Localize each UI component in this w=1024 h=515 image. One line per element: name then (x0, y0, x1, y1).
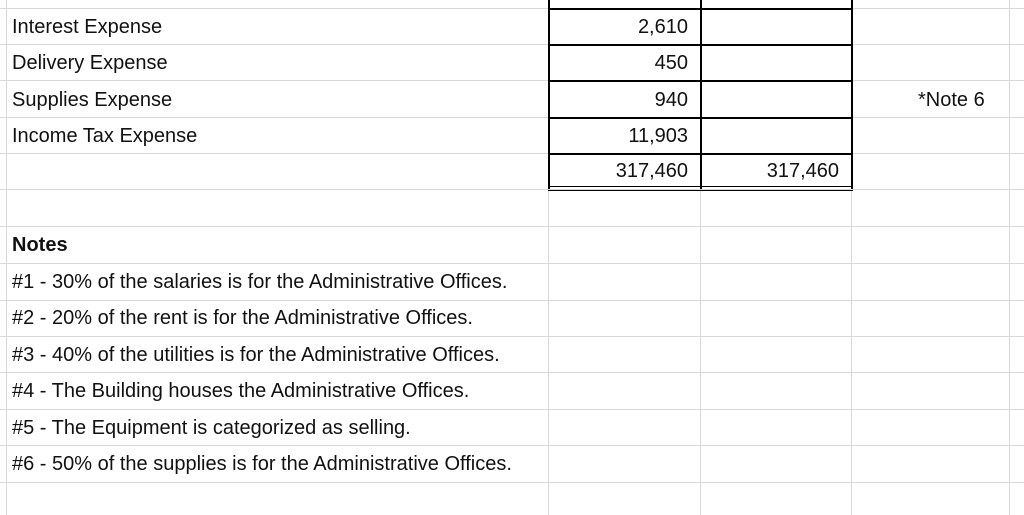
grid-row-line (0, 226, 1024, 227)
note-item[interactable]: #5 - The Equipment is categorized as selling. (12, 417, 411, 439)
debit-amount[interactable]: 2,610 (637, 16, 688, 38)
note-item[interactable]: #4 - The Building houses the Administrative Offices. (12, 380, 470, 402)
note-reference[interactable]: *Note 6 (918, 89, 985, 111)
note-item[interactable]: #3 - 40% of the utilities is for the Administrative Offices. (12, 344, 500, 366)
grid-column-line (1009, 0, 1010, 515)
note-item[interactable]: #1 - 30% of the salaries is for the Administrative Offices. (12, 271, 508, 293)
debit-amount[interactable]: 940 (654, 89, 688, 111)
grid-column-line (6, 0, 7, 515)
debit-amount[interactable]: 450 (654, 52, 688, 74)
expense-label[interactable]: Income Tax Expense (12, 125, 198, 147)
expense-label[interactable]: Interest Expense (12, 16, 163, 38)
note-item[interactable]: #6 - 50% of the supplies is for the Administrative Offices. (12, 453, 512, 475)
debit-total[interactable]: 317,460 (615, 160, 688, 182)
expense-label[interactable]: Supplies Expense (12, 89, 173, 111)
cutoff-row-text (12, 0, 242, 2)
amount-box-border (700, 0, 702, 189)
grid-row-line (0, 189, 1024, 190)
note-item[interactable]: #2 - 20% of the rent is for the Administrative Offices. (12, 307, 473, 329)
amount-box-border (548, 0, 550, 189)
notes-heading[interactable]: Notes (12, 234, 68, 256)
credit-total[interactable]: 317,460 (766, 160, 839, 182)
amount-box-border (851, 0, 853, 189)
grid-row-line (0, 482, 1024, 483)
debit-amount[interactable]: 11,903 (628, 125, 688, 147)
expense-label[interactable]: Delivery Expense (12, 52, 168, 74)
